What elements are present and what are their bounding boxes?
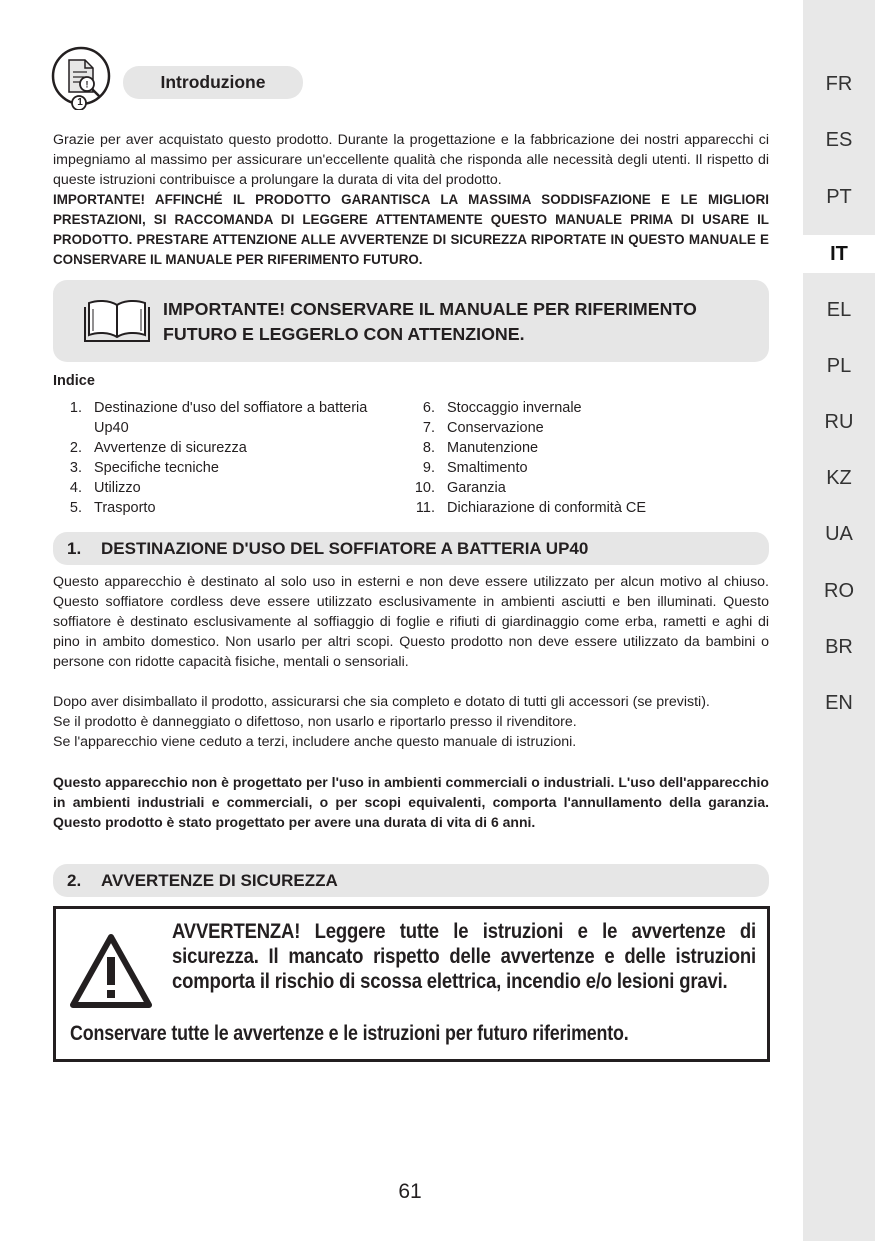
lang-tab-ro[interactable]: RO	[824, 580, 854, 602]
safety-warning-box	[53, 906, 770, 1062]
warning-text: AVVERTENZA! Leggere tutte le istruzioni e le avvertenze di sicurezza. Il mancato rispetto delle avvertenze e delle istruzioni comporta il rischio di scossa elettrica, incendio e/o lesioni gravi.	[172, 919, 756, 993]
important-line-2: FUTURO E LEGGERLO CON ATTENZIONE.	[163, 324, 525, 344]
section-1-p2-line-2: Se il prodotto è danneggiato o difettoso, non usarlo e riportarlo presso il rivenditore.	[53, 714, 577, 730]
index-title: Indice	[53, 373, 95, 389]
page-number: 61	[398, 1180, 422, 1203]
warning-footer: Conservare tutte le avvertenze e le istruzioni per futuro riferimento.	[70, 1021, 629, 1045]
index-item-text: Destinazione d'uso del soffiatore a batteria	[94, 400, 368, 416]
index-item-number	[53, 418, 94, 438]
section-2-number: 2.	[67, 871, 82, 890]
index-item-number: 5.	[69, 500, 82, 516]
language-sidebar	[803, 0, 875, 1241]
index-item-text: Smaltimento	[447, 460, 528, 476]
lang-tab-pt[interactable]: PT	[826, 186, 852, 208]
index-item-text: Avvertenze di sicurezza	[94, 440, 247, 456]
index-item[interactable]	[394, 478, 764, 498]
lang-tab-en[interactable]: EN	[825, 692, 853, 714]
index-item[interactable]	[394, 498, 764, 518]
lang-tab-fr[interactable]: FR	[825, 73, 853, 95]
index-left-column	[53, 398, 403, 518]
intro-bold-paragraph: IMPORTANTE! AFFINCHÉ IL PRODOTTO GARANTISCA LA MASSIMA SODDISFAZIONE E LE MIGLIORI PRESTAZIONI, SI RACCOMANDA DI LEGGERE ATTENTAMENTE QUESTO MANUALE PRIMA DI USARE IL PRODOTTO. PRESTARE ATTENZIONE ALLE AVVERTENZE DI SICUREZZA RIPORTATE IN QUESTO MANUALE E CONSERVARE IL MANUALE PER RIFERIMENTO FUTURO.	[53, 192, 769, 267]
open-book-icon	[83, 297, 151, 345]
index-item-number: 10.	[414, 480, 435, 496]
lang-tab-ru[interactable]: RU	[824, 411, 854, 433]
lang-tab-pl[interactable]: PL	[826, 355, 852, 377]
section-1-paragraph-2	[53, 692, 769, 752]
index-item-number: 4.	[69, 480, 82, 496]
lang-tab-es[interactable]: ES	[825, 129, 853, 151]
index-right-column	[394, 398, 764, 518]
index-item[interactable]	[53, 458, 403, 478]
index-item-text: Trasporto	[94, 500, 156, 516]
index-item[interactable]	[53, 498, 403, 518]
index-item[interactable]	[394, 418, 764, 438]
index-item-text: Manutenzione	[447, 440, 539, 456]
index-item-number: 8.	[422, 440, 435, 456]
lang-tab-kz[interactable]: KZ	[826, 467, 852, 489]
index-item-text: Stoccaggio invernale	[447, 400, 582, 416]
intro-paragraph: Grazie per aver acquistato questo prodotto. Durante la progettazione e la fabbricazione dei nostri apparecchi ci impegniamo al massimo per assicurare un'eccellente qualità che risponda alle necessità degli utenti. Il rispetto di queste istruzioni contribuisce a prolungare la durata di vita del prodotto.	[53, 132, 769, 188]
index-item-number: 11.	[415, 500, 435, 516]
index-item-number: 6.	[422, 400, 435, 416]
section-1-title: DESTINAZIONE D'USO DEL SOFFIATORE A BATTERIA UP40	[101, 539, 589, 558]
intro-title: Introduzione	[123, 66, 303, 99]
index-item[interactable]	[53, 478, 403, 498]
index-item[interactable]	[53, 418, 403, 438]
important-line-1: IMPORTANTE! CONSERVARE IL MANUALE PER RIFERIMENTO	[163, 299, 697, 319]
index-item-number: 9.	[422, 460, 435, 476]
section-1-bold-paragraph: Questo apparecchio non è progettato per l'uso in ambienti commerciali o industriali. L'uso dell'apparecchio in ambienti industriali e commerciali, o per scopi equivalenti, comporta l'annullamento della garanzia. Questo prodotto è stato progettato per avere una durata di vita di 6 anni.	[53, 774, 769, 830]
index-item-text: Garanzia	[447, 480, 506, 496]
section-2-heading	[53, 864, 769, 897]
section-1-p2-line-3: Se l'apparecchio viene ceduto a terzi, includere anche questo manuale di istruzioni.	[53, 734, 577, 750]
warning-triangle-icon	[69, 933, 153, 1009]
intro-badge-number: 1	[77, 97, 83, 108]
index-item[interactable]	[53, 398, 403, 418]
section-1-paragraph-1: Questo apparecchio è destinato al solo uso in esterni e non deve essere utilizzato per alcun motivo al chiuso. Questo soffiatore cordless deve essere utilizzato esclusivamente in ambienti asciutti e ben illuminati. Questo soffiatore è destinato esclusivamente al soffiaggio di foglie e rifiuti di giardinaggio come erba, rametti e aghi di pino in ambito domestico. Non usarlo per altri scopi. Questo prodotto non deve essere utilizzato da bambini o persone con ridotte capacità fisiche, mentali o sensoriali.	[53, 574, 769, 670]
section-1-p2-line-1: Dopo aver disimballato il prodotto, assicurarsi che sia completo e dotato di tutti gli accessori (se previsti).	[53, 694, 710, 710]
index-item-text: Conservazione	[447, 420, 544, 436]
index-item-number: 7.	[422, 420, 435, 436]
document-search-icon	[49, 46, 113, 110]
lang-tab-it[interactable]: IT	[803, 235, 875, 273]
lang-tab-ua[interactable]: UA	[825, 523, 853, 545]
index-item-number: 2.	[69, 440, 82, 456]
section-1-heading	[53, 532, 769, 565]
index-item[interactable]	[394, 398, 764, 418]
index-item-number: 1.	[69, 400, 82, 416]
important-text	[163, 297, 753, 347]
index-item-text: Utilizzo	[94, 480, 141, 496]
index-item[interactable]	[53, 438, 403, 458]
index-item[interactable]	[394, 458, 764, 478]
index-item-text: Up40	[94, 420, 129, 436]
index-item-number: 3.	[69, 460, 82, 476]
lang-tab-el[interactable]: EL	[826, 299, 852, 321]
index-item-text: Dichiarazione di conformità CE	[447, 500, 647, 516]
important-notice	[53, 280, 769, 362]
section-1-number: 1.	[67, 539, 82, 558]
index-item[interactable]	[394, 438, 764, 458]
index-item-text: Specifiche tecniche	[94, 460, 219, 476]
svg-text:!: !	[85, 79, 89, 90]
lang-tab-br[interactable]: BR	[825, 636, 853, 658]
section-2-title: AVVERTENZE DI SICUREZZA	[101, 871, 338, 890]
